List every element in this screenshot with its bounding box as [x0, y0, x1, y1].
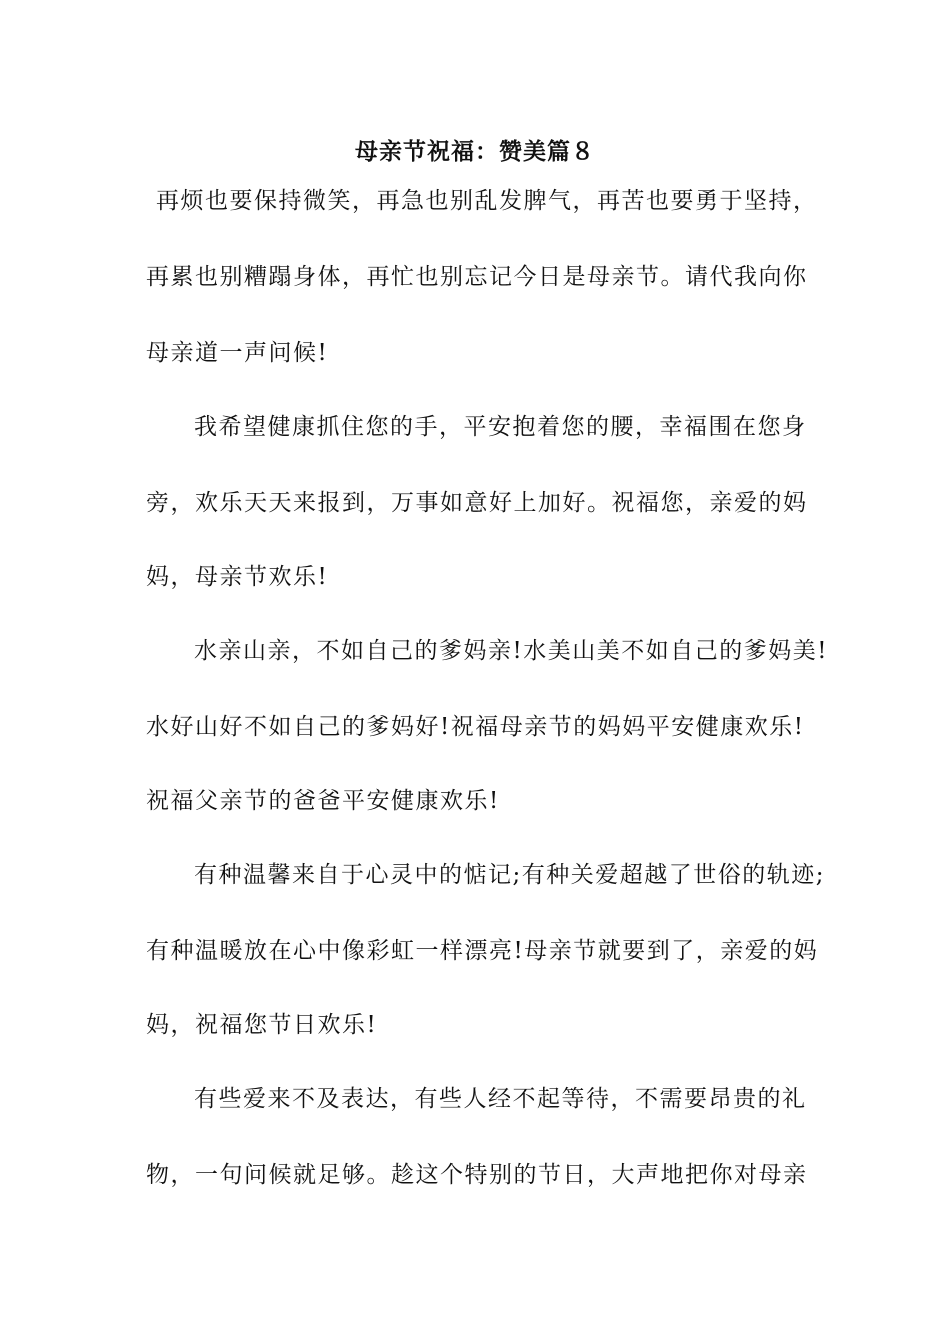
- paragraph-line: 母亲道一声问候!: [146, 340, 329, 366]
- paragraph-line: 物，一句问候就足够。趁这个特别的节日，大声地把你对母亲: [146, 1162, 808, 1188]
- paragraph-line: 我希望健康抓住您的手，平安抱着您的腰，幸福围在您身: [194, 414, 807, 440]
- paragraph-line: 妈，母亲节欢乐!: [146, 564, 329, 590]
- paragraph-line: 水亲山亲，不如自己的爹妈亲!水美山美不如自己的爹妈美!: [194, 638, 828, 664]
- paragraph-line: 再累也别糟蹋身体，再忙也别忘记今日是母亲节。请代我向你: [146, 264, 808, 290]
- paragraph-line: 祝福父亲节的爸爸平安健康欢乐!: [146, 788, 500, 814]
- paragraph-line: 有些爱来不及表达，有些人经不起等待，不需要昂贵的礼: [194, 1086, 807, 1112]
- paragraph-line: 水好山好不如自己的爹妈好!祝福母亲节的妈妈平安健康欢乐!: [146, 714, 805, 740]
- paragraph-line: 旁，欢乐天天来报到，万事如意好上加好。祝福您，亲爱的妈: [146, 490, 808, 516]
- paragraph-line: 有种温馨来自于心灵中的惦记;有种关爱超越了世俗的轨迹;: [194, 862, 825, 888]
- paragraph-line: 妈，祝福您节日欢乐!: [146, 1012, 378, 1038]
- paragraph-line: 再烦也要保持微笑，再急也别乱发脾气，再苦也要勇于坚持，: [156, 188, 818, 214]
- document-title: 母亲节祝福：赞美篇８: [355, 138, 595, 165]
- paragraph-line: 有种温暖放在心中像彩虹一样漂亮!母亲节就要到了，亲爱的妈: [146, 938, 819, 964]
